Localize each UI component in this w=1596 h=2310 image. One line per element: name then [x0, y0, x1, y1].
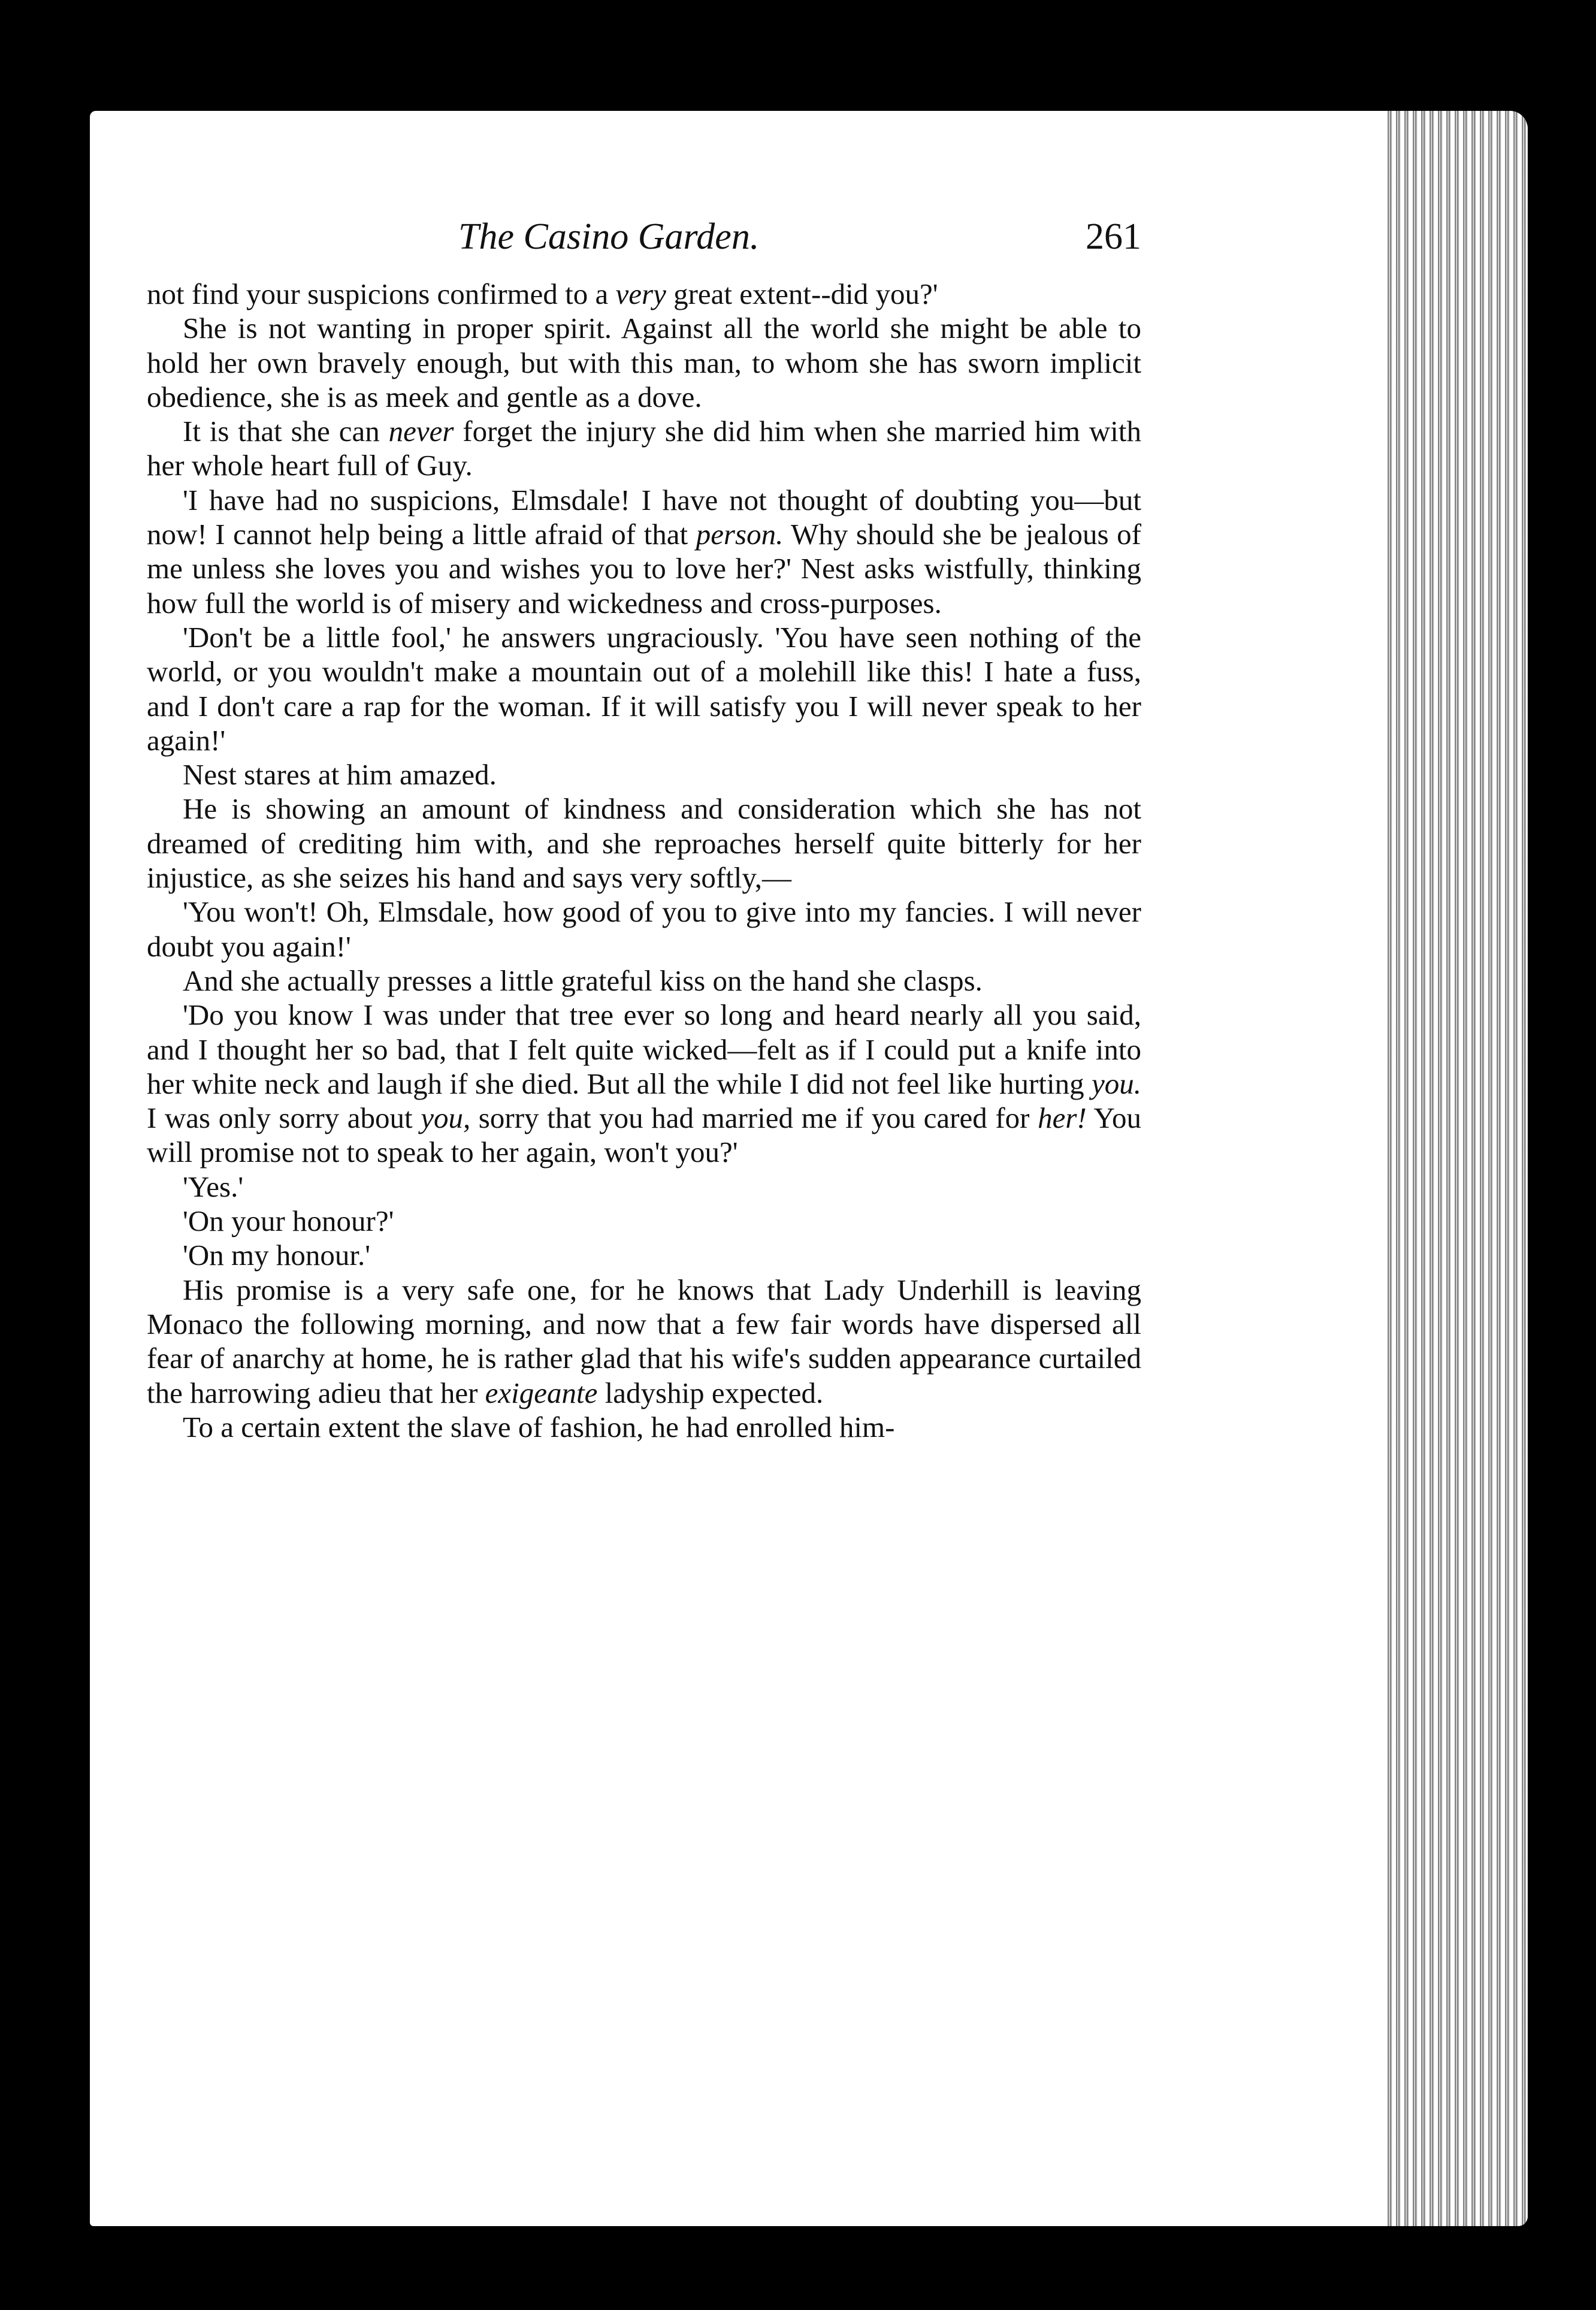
italic-text: you. [1092, 1067, 1141, 1100]
text-run: Nest stares at him amazed. [183, 758, 497, 792]
page-header [458, 216, 1141, 264]
italic-text: exigeante [485, 1376, 598, 1409]
text-run: He is showing an amount of kindness and consideration which she has not dreamed of crediting him with, and she reproaches herself quite bitterly for her injustice, as she seizes his hand and says very softly,— [147, 792, 1141, 895]
text-run: 'On my honour.' [183, 1239, 371, 1272]
text-run: She is not wanting in proper spirit. Against all the world she might be able to hold her own bravely enough, but with this man, to whom she has sworn implicit obedience, she is as meek and gentle as a dove. [147, 312, 1141, 413]
text-run: 'I have had no suspicions, Elmsdale! I have not thought of doubting you—but now! I cannot help being a little afraid of that [147, 483, 1141, 551]
paragraph [147, 895, 1141, 964]
paragraph [147, 414, 1141, 483]
text-run: Why should she be jealous of me unless she loves you and wishes you to love her?' Nest asks wistfully, thinking how full the world is of misery and wickedness and cross-purposes. [147, 518, 1141, 620]
paragraph [147, 964, 1141, 998]
paragraph [147, 620, 1141, 757]
paragraph [147, 998, 1141, 1169]
italic-text: never [388, 415, 454, 448]
italic-text: person. [696, 518, 784, 551]
paragraph [147, 757, 1141, 792]
text-run: 'On your honour?' [183, 1204, 394, 1238]
text-run: You will promise not to speak to her again, won't you?' [147, 1101, 1141, 1169]
paragraph [147, 277, 1141, 311]
page-edge-shadow [1384, 111, 1528, 2226]
paragraph [147, 1204, 1141, 1238]
text-run: 'You won't! Oh, Elmsdale, how good of you to give into my fancies. I will never doubt you again!' [147, 895, 1141, 963]
paragraph [147, 792, 1141, 895]
text-run: It is that she can [183, 415, 389, 448]
running-title: The Casino Garden. [458, 216, 760, 257]
text-run: sorry that you had married me if you cared for [470, 1101, 1038, 1135]
text-run: 'Don't be a little fool,' he answers ungraciously. 'You have seen nothing of the world, or you wouldn't make a mountain out of a molehill like this! I hate a fuss, and I don't care a rap for the woman. If it will satisfy you I will never speak to her again!' [147, 620, 1141, 757]
text-run: I was only sorry about [147, 1101, 421, 1135]
text-run: 'Do you know I was under that tree ever so long and heard nearly all you said, and I thought her so bad, that I felt quite wicked—felt as if I could put a knife into her white neck and laugh if she died. But all the while I did not feel like hurting [147, 998, 1141, 1100]
text-run: His promise is a very safe one, for he knows that Lady Underhill is leaving Monaco the following morning, and now that a few fair words have dispersed all fear of anarchy at home, he is rather glad that his wife's sudden appearance curtailed the harrowing adieu that her [147, 1273, 1141, 1409]
text-run: great extent--did you?' [666, 277, 938, 310]
italic-text: very [615, 277, 666, 310]
page-number: 261 [1086, 216, 1141, 257]
text-run: And she actually presses a little grateful kiss on the hand she clasps. [183, 964, 983, 997]
text-run: 'Yes.' [183, 1170, 244, 1203]
paragraph [147, 1170, 1141, 1204]
text-run: To a certain extent the slave of fashion, he had enrolled him- [183, 1410, 895, 1444]
paragraph [147, 1273, 1141, 1410]
text-run: forget the injury she did him when she married him with her whole heart full of Guy. [147, 415, 1141, 482]
paragraph [147, 311, 1141, 414]
paragraph [147, 1238, 1141, 1272]
text-run: not find your suspicions confirmed to a [147, 277, 616, 310]
paragraph [147, 483, 1141, 620]
body-text [147, 277, 1141, 1444]
italic-text: her! [1038, 1101, 1087, 1135]
italic-text: you, [421, 1101, 471, 1135]
paragraph [147, 1410, 1141, 1444]
text-run: ladyship expected. [597, 1376, 824, 1409]
